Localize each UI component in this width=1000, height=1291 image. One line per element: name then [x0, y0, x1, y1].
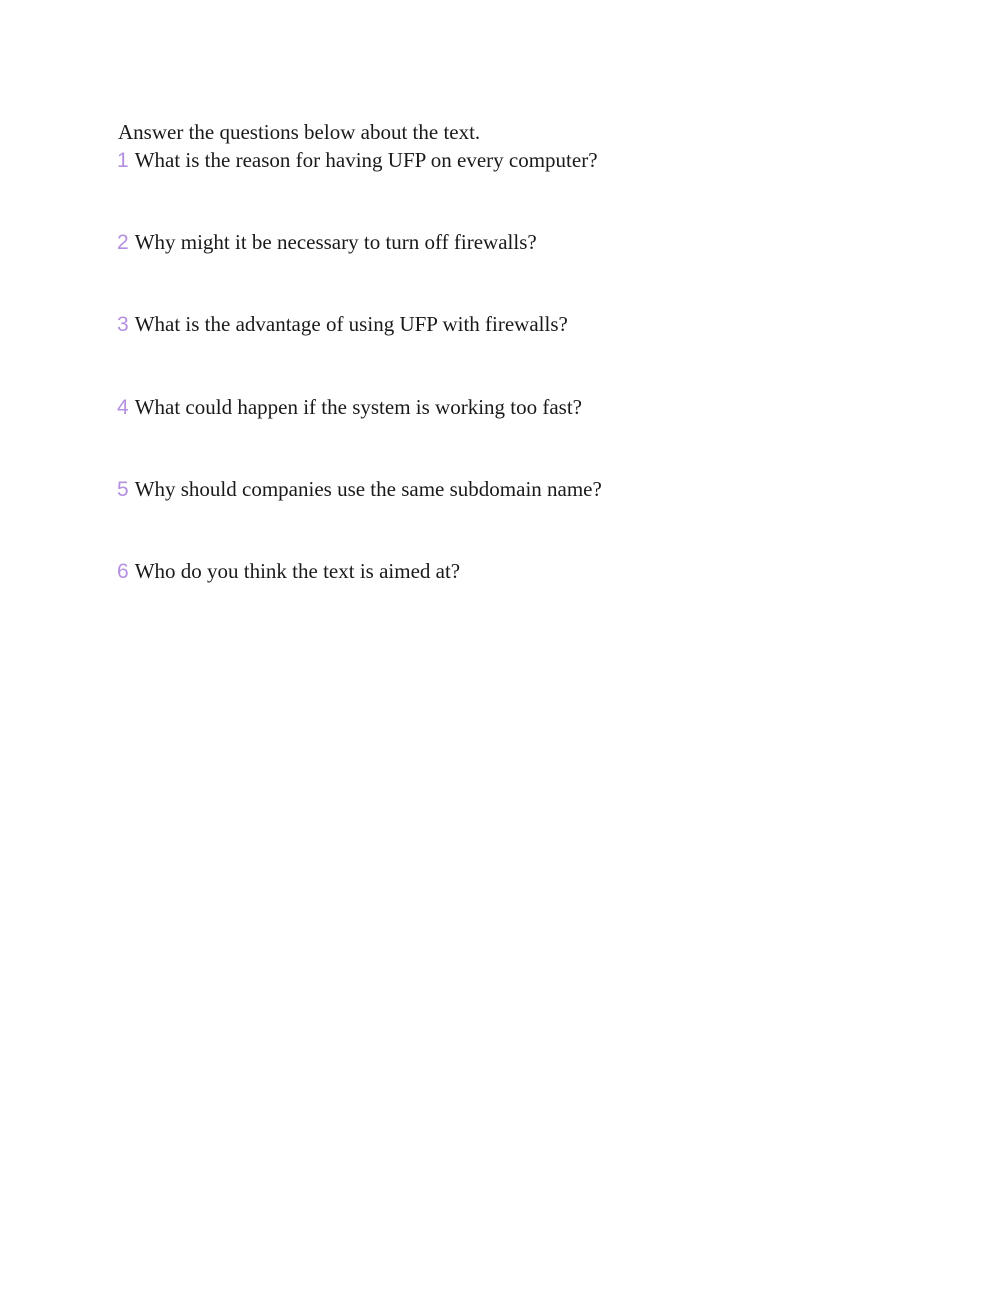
- question-text: What is the advantage of using UFP with firewalls?: [134, 312, 568, 336]
- question-text: What could happen if the system is working too fast?: [134, 395, 583, 419]
- question-number: 6: [117, 560, 129, 583]
- question-number: 5: [117, 478, 129, 501]
- question-item: [117, 228, 537, 257]
- question-item: [117, 393, 582, 422]
- question-text: What is the reason for having UFP on every computer?: [134, 148, 598, 172]
- question-text: Who do you think the text is aimed at?: [134, 559, 461, 583]
- question-item: [117, 310, 568, 339]
- question-number: 1: [117, 149, 129, 172]
- question-item: [117, 475, 602, 504]
- question-number: 4: [117, 396, 129, 419]
- question-text: Why might it be necessary to turn off firewalls?: [134, 230, 537, 254]
- question-item: [117, 557, 460, 586]
- question-item: [117, 146, 598, 175]
- question-number: 3: [117, 313, 129, 336]
- question-number: 2: [117, 231, 129, 254]
- instructions-text: Answer the questions below about the text.: [118, 120, 481, 144]
- question-text: Why should companies use the same subdomain name?: [134, 477, 602, 501]
